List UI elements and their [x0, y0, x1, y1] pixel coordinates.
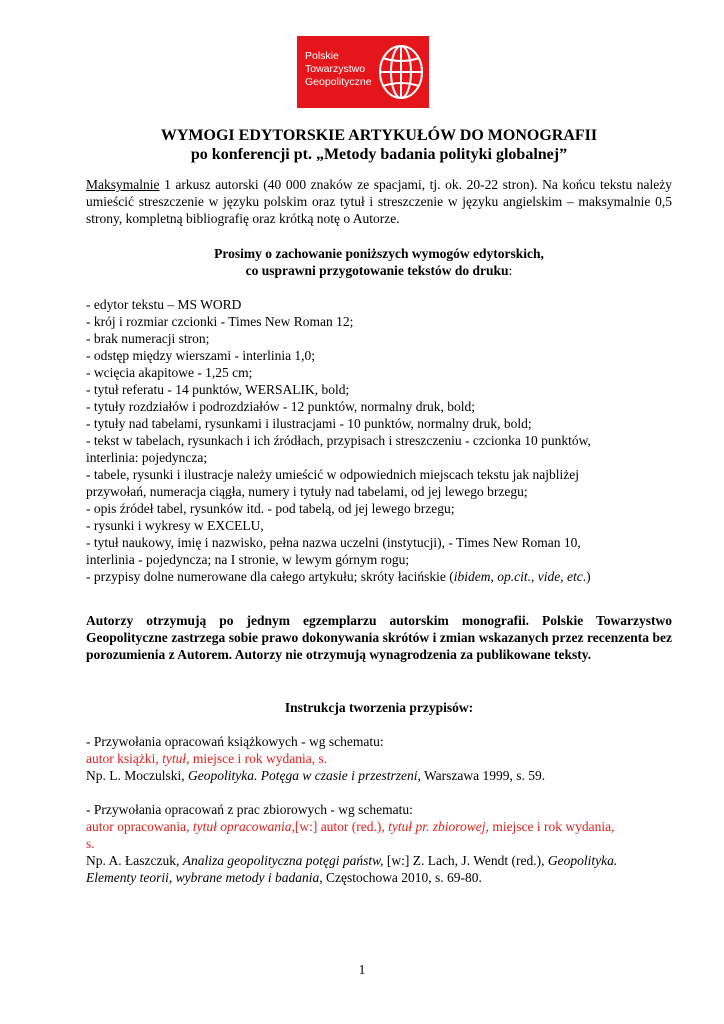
- list-item: - krój i rozmiar czcionki - Times New Roman 12;: [86, 314, 354, 329]
- collective-intro: - Przywołania opracowań z prac zbiorowych - wg schematu:: [86, 802, 413, 817]
- list-item: - brak numeracji stron;: [86, 331, 210, 346]
- book-example-place: , Warszawa 1999, s. 59.: [417, 768, 546, 783]
- request-heading: [86, 245, 672, 279]
- book-schema: [86, 750, 672, 767]
- collective-schema-editor: [w:] autor (red.),: [294, 819, 389, 834]
- list-item: - opis źródeł tabel, rysunków itd. - pod tabelą, od jej lewego brzegu;: [86, 501, 455, 516]
- page-number: 1: [358, 962, 366, 977]
- footnotes-etc: etc: [567, 569, 583, 584]
- logo-text: [305, 50, 372, 89]
- list-item: przywołań, numeracja ciągła, numery i tytuły nad tabelami, od jej lewego brzegu;: [86, 484, 528, 499]
- collective-example-title: Analiza geopolityczna potęgi państw,: [182, 853, 384, 868]
- list-item: - tytuły rozdziałów i podrozdziałów - 12 punktów, normalny druk, bold;: [86, 399, 476, 414]
- list-item: - wcięcia akapitowe - 1,25 cm;: [86, 365, 253, 380]
- list-item: - tabele, rysunki i ilustracje należy umieścić w odpowiednich miejscach tekstu jak najbliżej: [86, 467, 579, 482]
- footnotes-vide: vide: [537, 569, 561, 584]
- list-item: - tekst w tabelach, rysunkach i ich źródłach, przypisach i streszczeniu - czcionka 10 punktów,: [86, 433, 591, 448]
- footnotes-ibidem: ibidem: [453, 569, 491, 584]
- request-line-2: co usprawni przygotowanie tekstów do druku: [245, 263, 509, 278]
- collective-schema-title: tytuł opracowania,: [192, 819, 295, 834]
- list-item: - odstęp między wierszami - interlinia 1,0;: [86, 348, 316, 363]
- collective-example-author: Np. A. Łaszczuk,: [86, 853, 183, 868]
- logo-line-3: Geopolityczne: [305, 76, 372, 88]
- collective-example-work-cont: Elementy teorii, wybrane metody i badania: [86, 870, 320, 885]
- globe-icon: [377, 40, 425, 104]
- document-title: [86, 126, 672, 164]
- authors-note: Autorzy otrzymują po jednym egzemplarzu autorskim monografii. Polskie Towarzystwo Geopolityczne zastrzega sobie prawo dokonywania skrótów i zmian wskazanych przez recenzenta bez porozumienia z Autorem. Autorzy nie otrzymują wynagrodzenia za publikowane teksty.: [86, 613, 672, 662]
- footnotes-suffix: .): [582, 569, 591, 584]
- footnotes-opcit: op.cit.: [497, 569, 532, 584]
- collective-example-work: Geopolityka.: [547, 853, 618, 868]
- title-line-1: WYMOGI EDYTORSKIE ARTYKUŁÓW DO MONOGRAFII: [160, 127, 598, 144]
- book-example: [86, 767, 672, 784]
- collective-schema-work: tytuł pr. zbiorowej,: [388, 819, 489, 834]
- title-line-2: po konferencji pt. „Metody badania polityki globalnej”: [190, 146, 568, 163]
- collective-citation-block: [86, 801, 672, 886]
- logo-line-2: Towarzystwo: [305, 63, 366, 75]
- intro-paragraph: [86, 176, 672, 227]
- list-item: interlinia: pojedyncza;: [86, 450, 208, 465]
- book-citation-block: [86, 733, 672, 784]
- requirements-list: [86, 296, 672, 585]
- request-colon: :: [508, 263, 513, 278]
- instructions-heading: Instrukcja tworzenia przypisów:: [284, 700, 474, 715]
- collective-example-editor: [w:] Z. Lach, J. Wendt (red.),: [383, 853, 548, 868]
- collective-example-cont: [86, 869, 672, 886]
- footnotes-sep: ,: [560, 569, 568, 584]
- list-item: - rysunki i wykresy w EXCELU,: [86, 518, 264, 533]
- collective-schema-pages: s.: [86, 836, 95, 851]
- logo: [297, 36, 429, 108]
- logo-line-1: Polskie: [305, 50, 339, 62]
- request-line-1: Prosimy o zachowanie poniższych wymogów edytorskich,: [214, 246, 544, 261]
- footnotes-prefix: - przypisy dolne numerowane dla całego artykułu; skróty łacińskie (: [86, 569, 454, 584]
- list-item: - tytuły nad tabelami, rysunkami i ilustracjami - 10 punktów, normalny druk, bold;: [86, 416, 532, 431]
- book-schema-place: miejsce i rok wydania, s.: [189, 751, 328, 766]
- list-item: - tytuł naukowy, imię i nazwisko, pełna nazwa uczelni (instytucji), - Times New Roman 10,: [86, 535, 581, 550]
- collective-schema-place: miejsce i rok wydania,: [488, 819, 615, 834]
- book-example-author: Np. L. Moczulski,: [86, 768, 188, 783]
- footnotes-sep: ,: [490, 569, 498, 584]
- list-item: - edytor tekstu – MS WORD: [86, 297, 242, 312]
- list-item: interlinia - pojedyncza; na I stronie, w lewym górnym rogu;: [86, 552, 410, 567]
- book-intro: - Przywołania opracowań książkowych - wg schematu:: [86, 734, 384, 749]
- collective-schema: [86, 818, 672, 835]
- list-item: - tytuł referatu - 14 punktów, WERSALIK, bold;: [86, 382, 350, 397]
- intro-lead: Maksymalnie: [86, 177, 160, 192]
- collective-schema-author: autor opracowania,: [86, 819, 193, 834]
- book-schema-title: tytuł,: [162, 751, 190, 766]
- intro-text: 1 arkusz autorski (40 000 znaków ze spacjami, tj. ok. 20-22 stron). Na końcu tekstu należy umieścić streszczenie w języku polskim oraz tytuł i streszczenie w języku angielskim – maksymalnie 0,5 strony, kompletną bibliografię oraz krótką notę o Autorze.: [86, 177, 672, 226]
- collective-example-place: , Częstochowa 2010, s. 69-80.: [319, 870, 482, 885]
- footnotes-sep: ,: [531, 569, 538, 584]
- collective-example: [86, 852, 672, 869]
- book-schema-author: autor książki,: [86, 751, 163, 766]
- book-example-title: Geopolityka. Potęga w czasie i przestrzeni: [188, 768, 418, 783]
- list-item-footnotes: [86, 568, 672, 585]
